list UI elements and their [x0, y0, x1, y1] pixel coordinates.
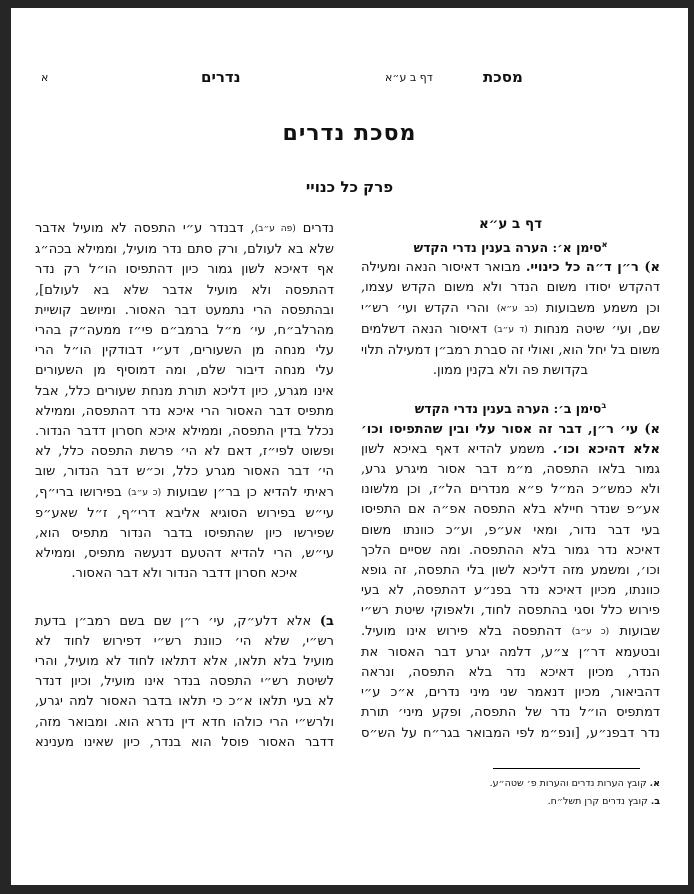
- text-line: [35, 672, 334, 692]
- text-run: בעי דבר נדור, ומאי אע״פ, וע״כ כוונתו משום: [361, 522, 660, 538]
- text-run: ובהתפסה הרי נתמעט דבר האסור. ומיושב קושיית: [35, 302, 334, 318]
- text-run: בקדושת פה ולא בקנין ממון.: [432, 363, 589, 379]
- bold-text-run: א) עי׳ ר״ן, דבר זה אסור עלי ובין שהתפיסו וכו׳: [361, 421, 660, 437]
- bold-text-run: א) ר״ן ד״ה כל כינויי.: [525, 260, 661, 276]
- small-citation-run: (כ ע״ב): [571, 626, 610, 637]
- text-run: אינו מגרע, כיון דליכא תורת מנחת שעורים כלל, אבל: [35, 383, 334, 399]
- text-line: [35, 692, 334, 712]
- text-run: שבועות: [609, 623, 661, 639]
- text-run: ראיתי להדיא כן בר״ן שבועות: [161, 484, 334, 500]
- text-run: דהתפסה בלא פירוש אינו מועיל.: [361, 623, 572, 639]
- text-line: [361, 622, 660, 643]
- text-run: נדר דבפנ״ע, [ונפ״מ לפי המבואר בגר״ח על הש״ס: [361, 725, 660, 741]
- text-line: [35, 544, 334, 564]
- text-run: לא בעי תלאו א״כ כי תלאו בדבר האסור למה יגרע,: [35, 694, 334, 710]
- text-run: בפירושו ברי״ף,: [35, 484, 128, 500]
- footnote-divider: [493, 768, 640, 769]
- text-run: מבואר דאיסור הנאה ומעילה: [361, 260, 526, 276]
- bold-text-run: ב): [319, 613, 334, 629]
- text-line: [361, 500, 660, 520]
- text-run: דמתפיס הו״ל נדר של התפסה, ופקע מיני׳ תורת: [361, 705, 660, 721]
- text-line: [361, 258, 660, 278]
- small-citation-run: (פה ע״ב): [254, 224, 296, 234]
- page-title: מסכת נדרים: [282, 120, 417, 146]
- text-run: משמע להדיא דאף באיכא לשון: [361, 441, 553, 457]
- text-run: איכא חסרון דדבר הנדור ולא דבר האסור.: [71, 566, 298, 582]
- text-run: אף דאיכא לשון גמור כיון דהתפיסו הו״ל רק נדר: [35, 262, 334, 278]
- text-run: מתפיס דבר האסור הרי איכא נדר דהתפסה, וממילא: [35, 403, 334, 419]
- text-run: רש״י, שלא הי׳ כוונת רש״י דפירוש לחוד לא: [35, 633, 334, 649]
- text-line: [35, 524, 334, 544]
- text-run: גמור בלאו התפסה, מ״מ דבר אסור מיגרע גרע,: [361, 461, 660, 477]
- footnote-list: [360, 775, 660, 811]
- text-line: [35, 321, 334, 341]
- text-run: דהתפסה ולא מועיל אדבר שלא בא לעולם],: [35, 282, 334, 298]
- siman-heading: $^ב$סימן ב׳: הערה בענין נדרי הקדש: [414, 400, 607, 417]
- text-run: הנדר, מכיון דאיכא נדר בלא התפסה, ונראה: [361, 664, 660, 680]
- footnote: א. קובץ הערות נדרים והערות פ׳ שטה״ע.: [489, 778, 660, 789]
- text-line: [35, 462, 334, 482]
- text-run: ולרש״י הרי כולהו חדא דין נדרא הוא. ומבואר מזה,: [35, 714, 334, 730]
- text-run: דהביאור, מכיון דנאמר שני מיני נדרים, א״כ ע״י: [361, 685, 660, 701]
- text-line: [361, 561, 660, 581]
- text-line: [361, 460, 660, 480]
- small-citation-run: (ד ע״ב): [493, 324, 528, 335]
- text-line: [361, 521, 660, 541]
- footnote-marker: ב: [601, 400, 607, 411]
- text-line: [35, 402, 334, 422]
- text-line: [361, 541, 660, 561]
- text-line: [35, 733, 334, 753]
- text-line: [361, 278, 660, 298]
- text-run: וכו׳, ומשמע מזה דליכא לשון בלי התפסה, זה גופא: [361, 562, 660, 578]
- text-run: פירוש כלל וסגי בהתפסה לחוד, ולאפוקי שיטת רש״י: [361, 603, 660, 619]
- small-citation-run: (כב ע״א): [496, 303, 538, 314]
- text-line: [361, 440, 660, 460]
- text-line: [35, 240, 334, 260]
- footnote: ב. קובץ נדרים קרן תשל״ח.: [547, 796, 660, 807]
- text-line: [361, 361, 660, 381]
- text-line: [35, 504, 334, 524]
- text-run: עי״ש, הרי להדיא דהטעם דנעשה מתפיס, וממילא: [35, 546, 334, 562]
- text-run: נדרים: [295, 221, 334, 236]
- text-line: [35, 341, 334, 361]
- text-run: עלי מנחה מן השעורים, דע״י דבודקין הו״ל הרי: [35, 343, 334, 359]
- text-run: , דבנדר ע״י התפסה לא מועיל אדבר: [35, 221, 255, 236]
- bold-text-run: אלא דהיכא וכו׳.: [552, 441, 660, 457]
- footnote-marker: א: [601, 239, 608, 249]
- paragraph: [35, 612, 334, 753]
- running-head-page-letter: א: [41, 71, 49, 84]
- text-line: [35, 564, 334, 584]
- footnotes-block: [360, 768, 660, 811]
- perek-title: פרק כל כנויי: [305, 178, 394, 196]
- text-line: [361, 581, 660, 601]
- text-run: ולא כמש״כ המ״ל פ״א מנדרים הל״ז, וכן מלשונו: [361, 482, 660, 498]
- text-line: [361, 299, 660, 320]
- text-run: אע״פ שנדר חיילא בלא התפסה אפ״ה אם התפיסו: [361, 502, 660, 518]
- text-run: דאיסור הנאה דשלמים: [361, 321, 494, 337]
- text-line: [35, 652, 334, 672]
- running-head-tractate: נדרים: [201, 68, 241, 86]
- text-run: וכן משמע משבועות: [537, 300, 661, 316]
- text-line: [35, 382, 334, 402]
- text-run: עי״ש בפירוש הסוגיא אליבא דרי״ף, ז״ל שאע״פ: [35, 505, 334, 521]
- text-line: [35, 422, 334, 442]
- text-line: [361, 643, 660, 663]
- paragraph: [35, 219, 334, 585]
- text-run: הי׳ דבר האסור מגרע כלל, וכ״ש דבר הנדור, שוב: [35, 464, 334, 480]
- text-line: [35, 442, 334, 462]
- text-line: [361, 341, 660, 361]
- scanned-sefer-page: [11, 8, 688, 885]
- text-run: ופשוט לפי״ז, דאם לא הי׳ פרשת התפסה כלל, לא: [35, 444, 334, 460]
- running-head-daf: דף ב ע״א: [385, 71, 433, 84]
- text-run: אלא דלע״ק, עי׳ ר״ן שם בשם רמב״ן בדעת: [35, 613, 320, 629]
- text-run: ובטעמא דר״ן צ״ע, דלמה יגרע דבר האסור את: [361, 644, 660, 660]
- text-line: [361, 480, 660, 500]
- text-run: מועיל בלא תלאו, אלא דתלאו לחוד לא מועיל, והרי: [35, 654, 334, 670]
- text-line: [35, 612, 334, 632]
- text-line: [35, 301, 334, 321]
- text-line: [361, 683, 660, 703]
- text-line: [35, 713, 334, 733]
- footnote-label: א.: [649, 778, 660, 789]
- text-run: דהקדש יסודו משום הנדר ולא משום הקדש עצמו,: [361, 280, 660, 296]
- text-run: לשיטת רש״י התפסה בנדר אינו מועיל, וכיון דנדר: [35, 674, 334, 690]
- text-line: [361, 663, 660, 683]
- text-run: דאיכא נדר גמור בלא ההתפסה. ומה שסיים הלכך: [361, 542, 660, 558]
- footnote-label: ב.: [650, 796, 660, 807]
- text-run: דדבר האסור פוסל הוא בנדר, כיון שאינו מענינא: [35, 734, 334, 750]
- text-run: כוונתו, מכיון דאיכא נדר בפנ״ע דהתפסה, לא בעי: [361, 583, 660, 599]
- text-line: [361, 420, 660, 440]
- text-run: שלא בא לעולם, ורק סתם נדר מועיל, וממילא בכה״ג: [35, 242, 334, 258]
- daf-heading: דף ב ע״א: [478, 216, 543, 232]
- text-line: [361, 320, 660, 341]
- text-run: שם, ועי׳ שיטה מנחות: [527, 321, 660, 337]
- text-run: עלי מנחה דיבור שלם, ומה דמוסיף מן השעורים: [35, 363, 334, 379]
- small-citation-run: (כ ע״ב): [127, 487, 162, 498]
- paragraph: [361, 420, 660, 744]
- text-line: [35, 632, 334, 652]
- text-column-right: [361, 214, 660, 744]
- text-run: מהרלב״ח, עי׳ מ״ל ברמב״ם פי״ז ממעה״ק בהרי: [35, 323, 334, 339]
- text-line: [361, 724, 660, 744]
- text-run: נכלל בדין התפסה, וממילא איכא חסרון דדבר הנדור.: [35, 424, 334, 440]
- siman-heading: $^א$סימן א׳: הערה בענין נדרי הקדש: [413, 239, 608, 256]
- paragraph: [361, 258, 660, 381]
- text-line: [35, 219, 334, 240]
- text-line: [361, 703, 660, 723]
- text-line: [35, 483, 334, 504]
- text-line: [35, 281, 334, 301]
- text-column-left: [35, 219, 334, 753]
- text-run: שפירשו כיון שהתפיסו בדבר הנדור מתפיס הוא,: [35, 526, 334, 542]
- text-line: [361, 601, 660, 621]
- text-line: [35, 260, 334, 280]
- running-head-masechet: מסכת: [483, 68, 523, 86]
- text-line: [35, 361, 334, 381]
- text-run: משום בל יחל הוא, ואולי זה סברת רמב״ן דמעילה תלוי: [361, 342, 660, 358]
- text-run: והרי הקדש ועי׳ רש״י: [361, 300, 497, 316]
